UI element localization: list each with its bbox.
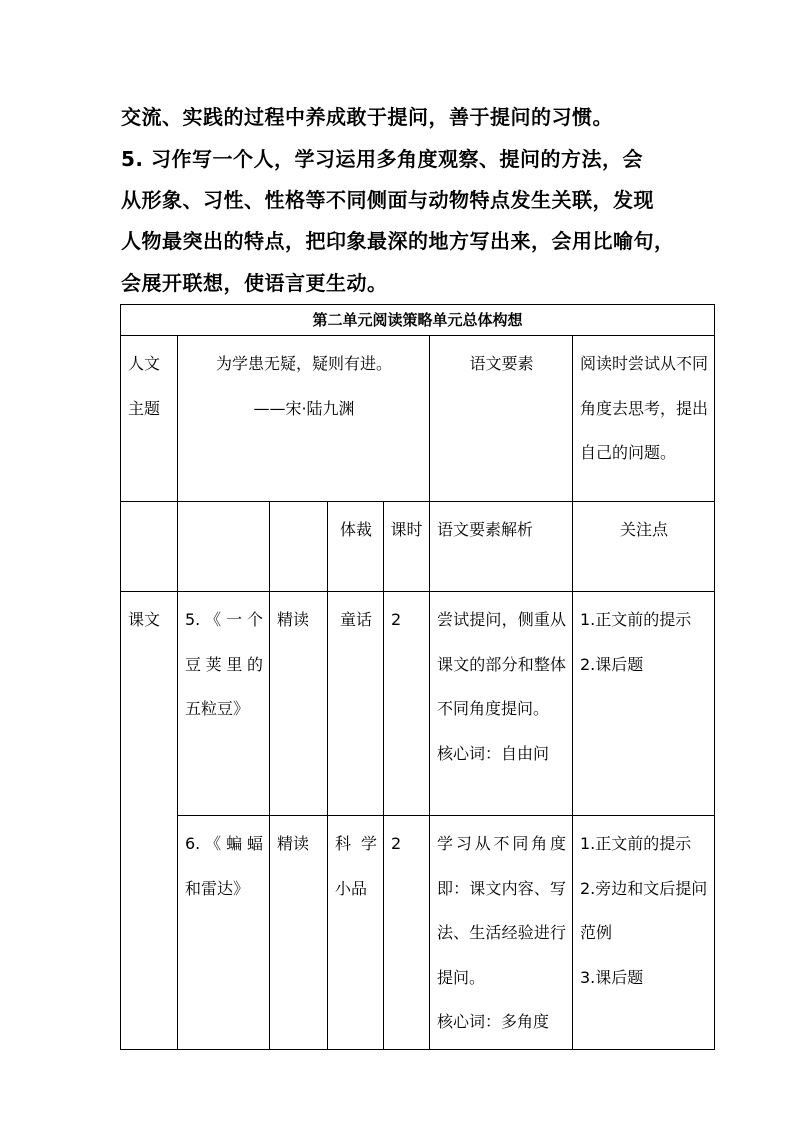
empty-cell	[178, 502, 270, 592]
focus-item: 1.正文前的提示	[580, 834, 692, 853]
intro-line-4: 人物最突出的特点，把印象最深的地方写出来，会用比喻句，	[121, 229, 675, 253]
lesson-analysis: 学习从不同角度即：课文内容、写法、生活经验进行提问。	[437, 834, 566, 987]
lesson-hours: 2	[384, 592, 430, 816]
section-label: 课文	[121, 592, 178, 1050]
header-genre: 体裁	[328, 502, 384, 592]
theme-quote-cell	[178, 336, 430, 502]
lesson-genre: 科学小品	[328, 816, 384, 1050]
lesson-genre: 童话	[328, 592, 384, 816]
lesson-keyword: 核心词：自由问	[437, 743, 550, 763]
lesson-title: 6.《蝙蝠和雷达》	[178, 816, 270, 1050]
theme-author: ——宋·陆九渊	[253, 398, 355, 418]
lesson-type: 精读	[270, 816, 328, 1050]
lesson-row	[121, 592, 715, 816]
focus-item: 3.课后题	[580, 967, 644, 987]
theme-quote: 为学患无疑，疑则有进。	[215, 354, 392, 373]
focus-item: 2.旁边和文后提问范例	[580, 878, 708, 942]
lesson-analysis: 尝试提问，侧重从课文的部分和整体不同角度提问。	[437, 610, 566, 718]
header-row	[121, 502, 715, 592]
header-analysis: 语文要素解析	[430, 502, 573, 592]
lesson-analysis-cell	[430, 592, 573, 816]
intro-line-1: 交流、实践的过程中养成敢于提问，善于提问的习惯。	[121, 105, 613, 129]
intro-line-2: 5. 习作写一个人，学习运用多角度观察、提问的方法，会	[121, 147, 643, 171]
focus-item: 2.课后题	[580, 654, 644, 674]
element-label: 语文要素	[430, 336, 573, 502]
lesson-row	[121, 816, 715, 1050]
header-focus: 关注点	[573, 502, 715, 592]
element-text: 阅读时尝试从不同角度去思考，提出自己的问题。	[573, 336, 715, 502]
empty-cell	[270, 502, 328, 592]
focus-item: 1.正文前的提示	[580, 610, 692, 629]
unit-plan-table	[120, 304, 715, 1050]
intro-line-5: 会展开联想，使语言更生动。	[121, 271, 388, 295]
empty-cell	[121, 502, 178, 592]
theme-row	[121, 336, 715, 502]
intro-line-3: 从形象、习性、性格等不同侧面与动物特点发生关联，发现	[121, 188, 654, 212]
lesson-hours: 2	[384, 816, 430, 1050]
theme-label: 人文主题	[121, 336, 178, 502]
lesson-analysis-cell	[430, 816, 573, 1050]
lesson-focus-cell	[573, 816, 715, 1050]
lesson-title: 5.《一个豆荚里的五粒豆》	[178, 592, 270, 816]
lesson-type: 精读	[270, 592, 328, 816]
header-hours: 课时	[384, 502, 430, 592]
table-title-row	[121, 305, 715, 336]
lesson-focus-cell	[573, 592, 715, 816]
table-title: 第二单元阅读策略单元总体构想	[121, 305, 715, 336]
lesson-keyword: 核心词：多角度	[437, 1012, 550, 1031]
